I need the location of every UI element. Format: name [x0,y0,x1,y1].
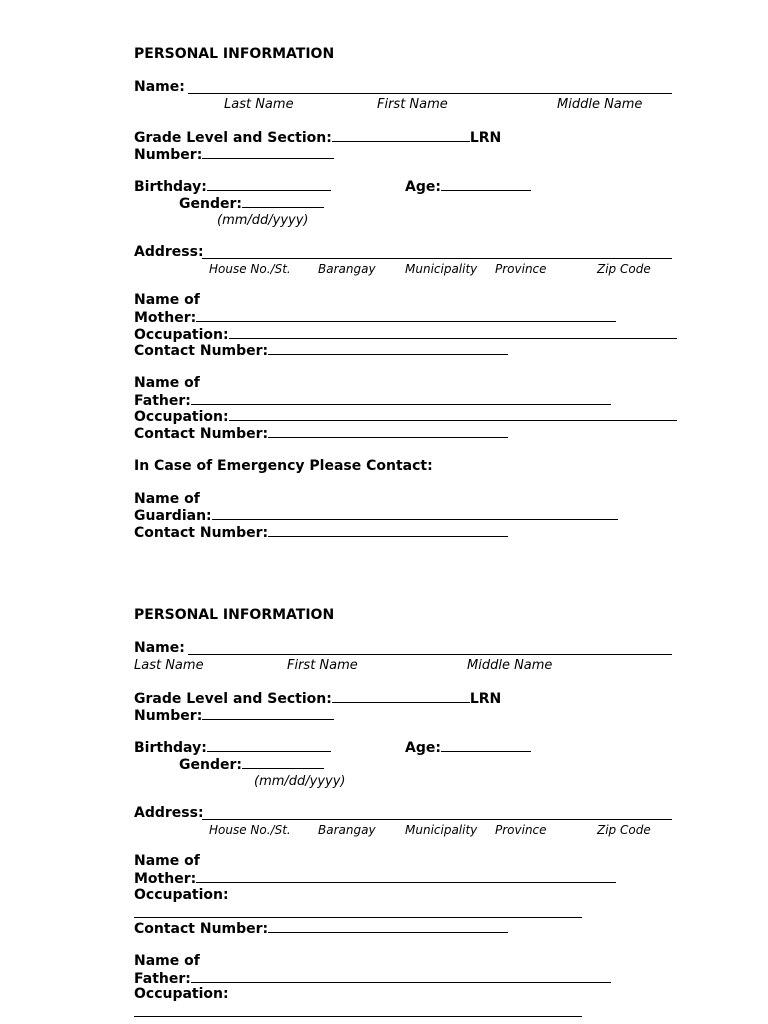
barangay-caption: Barangay [318,823,376,837]
guardian-row [134,507,618,525]
father-contact-field-line[interactable] [268,425,508,438]
form-heading: PERSONAL INFORMATION [134,607,335,623]
guardian-contact-row [134,524,508,542]
name-label: Name: [134,640,185,656]
mother-contact-label: Contact Number: [134,921,269,937]
mother-occupation-label: Occupation: [134,887,229,903]
guardian-field-line[interactable] [212,507,618,520]
father-occupation-field-line[interactable] [134,1016,582,1017]
lrn-number-label: Number: [134,708,203,724]
father-occupation-row [134,408,677,426]
grade-level-label: Grade Level and Section: [134,691,332,707]
mother-occupation-field-line[interactable] [134,917,582,918]
gender-row [179,195,324,213]
birthday-label: Birthday: [134,179,207,195]
province-caption: Province [495,823,547,837]
mother-contact-field-line[interactable] [268,920,508,933]
lrn-number-row [134,707,334,725]
mother-field-line[interactable] [196,309,616,322]
lrn-number-field-line[interactable] [202,707,334,720]
mother-row [134,870,616,888]
zip-code-caption: Zip Code [597,823,651,837]
father-field-line[interactable] [191,970,611,983]
grade-level-row [134,129,501,147]
gender-row [179,756,324,774]
lrn-number-field-line[interactable] [202,146,334,159]
address-label: Address: [134,805,204,821]
mother-occupation-field-line[interactable] [229,326,677,339]
gender-field-line[interactable] [242,756,324,769]
name-field-line[interactable] [188,654,672,655]
mother-row [134,309,616,327]
address-field-line[interactable] [202,819,672,820]
lrn-number-row [134,146,334,164]
emergency-contact-heading: In Case of Emergency Please Contact: [134,458,433,474]
first-name-caption: First Name [377,97,448,112]
date-format-hint: (mm/dd/yyyy) [254,774,346,789]
last-name-caption: Last Name [134,658,204,673]
lrn-number-label: Number: [134,147,203,163]
grade-level-field-line[interactable] [332,129,470,142]
age-label: Age: [405,740,441,756]
father-label: Father: [134,393,191,409]
father-occupation-label: Occupation: [134,409,229,425]
lrn-label: LRN [469,130,502,146]
name-of-mother-label: Name of [134,292,200,308]
mother-label: Mother: [134,871,197,887]
province-caption: Province [495,262,547,276]
mother-field-line[interactable] [196,870,616,883]
barangay-caption: Barangay [318,262,376,276]
mother-contact-field-line[interactable] [268,342,508,355]
grade-level-field-line[interactable] [332,690,470,703]
gender-field-line[interactable] [242,195,324,208]
house-no-caption: House No./St. [209,823,291,837]
age-label: Age: [405,179,441,195]
name-of-father-label: Name of [134,953,200,969]
birthday-row [134,178,331,196]
father-field-line[interactable] [191,392,611,405]
mother-occupation-label: Occupation: [134,327,229,343]
zip-code-caption: Zip Code [597,262,651,276]
birthday-field-line[interactable] [207,178,331,191]
age-row [405,178,531,196]
middle-name-caption: Middle Name [557,97,643,112]
age-field-line[interactable] [441,739,531,752]
gender-label: Gender: [179,757,242,773]
municipality-caption: Municipality [405,823,478,837]
middle-name-caption: Middle Name [467,658,553,673]
house-no-caption: House No./St. [209,262,291,276]
municipality-caption: Municipality [405,262,478,276]
guardian-label: Guardian: [134,508,212,524]
form-heading: PERSONAL INFORMATION [134,46,335,62]
father-occupation-label: Occupation: [134,986,229,1002]
father-label: Father: [134,971,191,987]
last-name-caption: Last Name [224,97,294,112]
birthday-row [134,739,331,757]
father-occupation-field-line[interactable] [229,408,677,421]
date-format-hint: (mm/dd/yyyy) [217,213,309,228]
father-contact-label: Contact Number: [134,426,269,442]
grade-level-row [134,690,501,708]
name-of-father-label: Name of [134,375,200,391]
name-of-guardian-label: Name of [134,491,200,507]
birthday-field-line[interactable] [207,739,331,752]
age-row [405,739,531,757]
birthday-label: Birthday: [134,740,207,756]
guardian-contact-field-line[interactable] [268,524,508,537]
name-field-line[interactable] [188,93,672,94]
grade-level-label: Grade Level and Section: [134,130,332,146]
father-contact-row [134,425,508,443]
gender-label: Gender: [179,196,242,212]
age-field-line[interactable] [441,178,531,191]
address-field-line[interactable] [202,258,672,259]
address-label: Address: [134,244,204,260]
guardian-contact-label: Contact Number: [134,525,269,541]
mother-label: Mother: [134,310,197,326]
lrn-label: LRN [469,691,502,707]
mother-contact-label: Contact Number: [134,343,269,359]
mother-contact-row [134,920,508,938]
name-of-mother-label: Name of [134,853,200,869]
name-label: Name: [134,79,185,95]
mother-contact-row [134,342,508,360]
first-name-caption: First Name [287,658,358,673]
